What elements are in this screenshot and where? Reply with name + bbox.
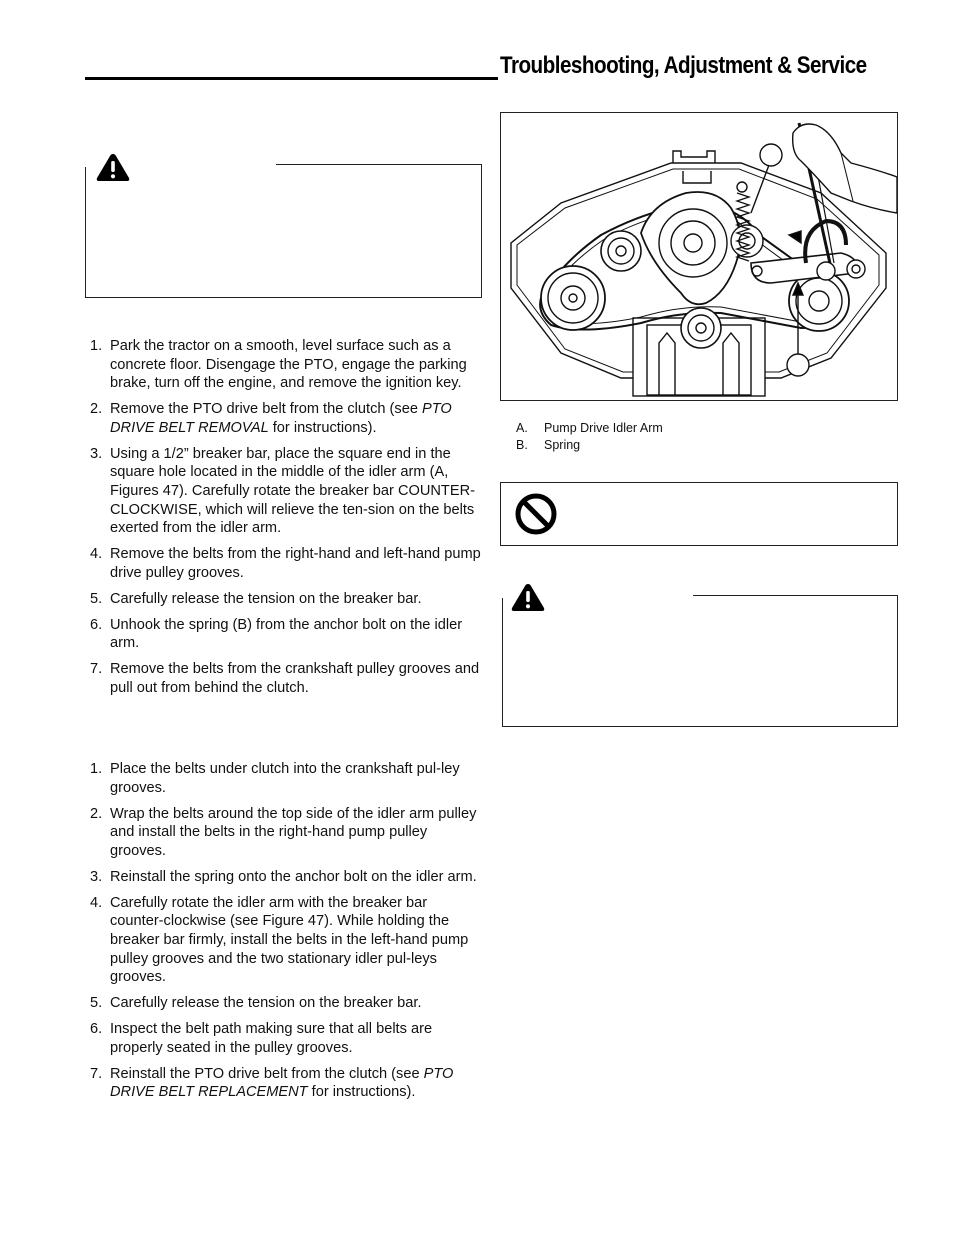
warning-box-right <box>502 595 898 727</box>
legend-item <box>516 437 663 454</box>
step-number: 7. <box>90 1065 103 1082</box>
legend-label: Pump Drive Idler Arm <box>544 421 663 435</box>
legend-item <box>516 420 663 437</box>
list-item <box>86 894 482 987</box>
header-rule <box>85 77 498 80</box>
step-text: Wrap the belts around the top side of the idler arm pulley and install the belts in the right-hand pump pulley grooves. <box>110 805 477 859</box>
step-number: 7. <box>90 661 103 678</box>
figure-legend <box>516 420 663 453</box>
list-item <box>86 994 482 1013</box>
list-item <box>86 545 482 582</box>
step-text: Park the tractor on a smooth, level surface such as a concrete floor. Disengage the PTO, engage the parking brake, turn off the engine, and remove the ignition key. <box>110 338 467 392</box>
legend-key: B. <box>516 437 528 452</box>
step-text: Using a 1/2” breaker bar, place the square end in the square hole located in the middle of the idler arm (A, Figures 47). Carefully rotate the breaker bar COUNTER-CLOCKWISE, which will relieve the ten-sion on the belts exerted from the idler arm. <box>110 445 475 537</box>
step-reference: PTO DRIVE BELT REPLACEMENT <box>110 1065 454 1101</box>
step-number: 5. <box>90 590 103 607</box>
removal-steps-list <box>86 337 482 705</box>
list-item <box>86 805 482 861</box>
step-text: for instructions). <box>268 419 377 436</box>
step-number: 4. <box>90 546 103 563</box>
step-text: Inspect the belt path making sure that all belts are properly seated in the pulley grooves. <box>110 1021 433 1056</box>
step-number: 3. <box>90 445 103 462</box>
step-number: 4. <box>90 894 103 911</box>
step-number: 6. <box>90 1021 103 1038</box>
step-text: Carefully rotate the idler arm with the breaker bar counter-clockwise (see Figure 47). While holding the breaker bar firmly, install the belts in the left-hand pump pulley grooves and the two stationary idler pul-leys grooves. <box>110 894 469 986</box>
prohibition-notice-box <box>500 482 898 546</box>
warning-box-left <box>85 164 482 298</box>
warning-triangle-icon <box>510 582 546 612</box>
list-item <box>86 590 482 609</box>
step-number: 6. <box>90 616 103 633</box>
list-item <box>86 760 482 797</box>
step-number: 5. <box>90 995 103 1012</box>
list-item <box>86 337 482 393</box>
pump-drive-belt-diagram <box>501 113 897 400</box>
page-title: Troubleshooting, Adjustment & Service <box>500 52 867 79</box>
step-text: Remove the belts from the right-hand and left-hand pump drive pulley grooves. <box>110 546 481 581</box>
list-item <box>86 868 482 887</box>
step-number: 1. <box>90 338 103 354</box>
legend-label: Spring <box>544 437 581 452</box>
install-steps-list <box>86 760 482 1109</box>
step-text: Remove the belts from the crankshaft pulley grooves and pull out from behind the clutch. <box>110 661 480 696</box>
legend-key: A. <box>516 421 528 435</box>
step-text: Reinstall the PTO drive belt from the clutch (see <box>110 1065 424 1082</box>
step-text: Place the belts under clutch into the crankshaft pul-ley grooves. <box>110 761 460 796</box>
list-item <box>86 1020 482 1057</box>
step-text: Reinstall the spring onto the anchor bolt on the idler arm. <box>110 868 477 885</box>
step-number: 1. <box>90 761 103 777</box>
step-number: 2. <box>90 401 103 418</box>
list-item <box>86 616 482 653</box>
list-item <box>86 1065 482 1102</box>
step-reference: PTO DRIVE BELT REMOVAL <box>110 401 452 436</box>
list-item <box>86 400 482 437</box>
list-item <box>86 445 482 538</box>
list-item <box>86 660 482 697</box>
step-text: for instructions). <box>307 1084 416 1101</box>
step-text: Carefully release the tension on the breaker bar. <box>110 590 422 607</box>
step-number: 3. <box>90 868 103 885</box>
step-text: Carefully release the tension on the breaker bar. <box>110 995 422 1012</box>
warning-triangle-icon <box>95 152 131 182</box>
step-text: Remove the PTO drive belt from the clutch (see <box>110 401 423 418</box>
step-text: Unhook the spring (B) from the anchor bolt on the idler arm. <box>110 616 463 652</box>
step-number: 2. <box>90 805 103 822</box>
figure-47-box <box>500 112 898 401</box>
prohibition-icon <box>514 493 558 535</box>
